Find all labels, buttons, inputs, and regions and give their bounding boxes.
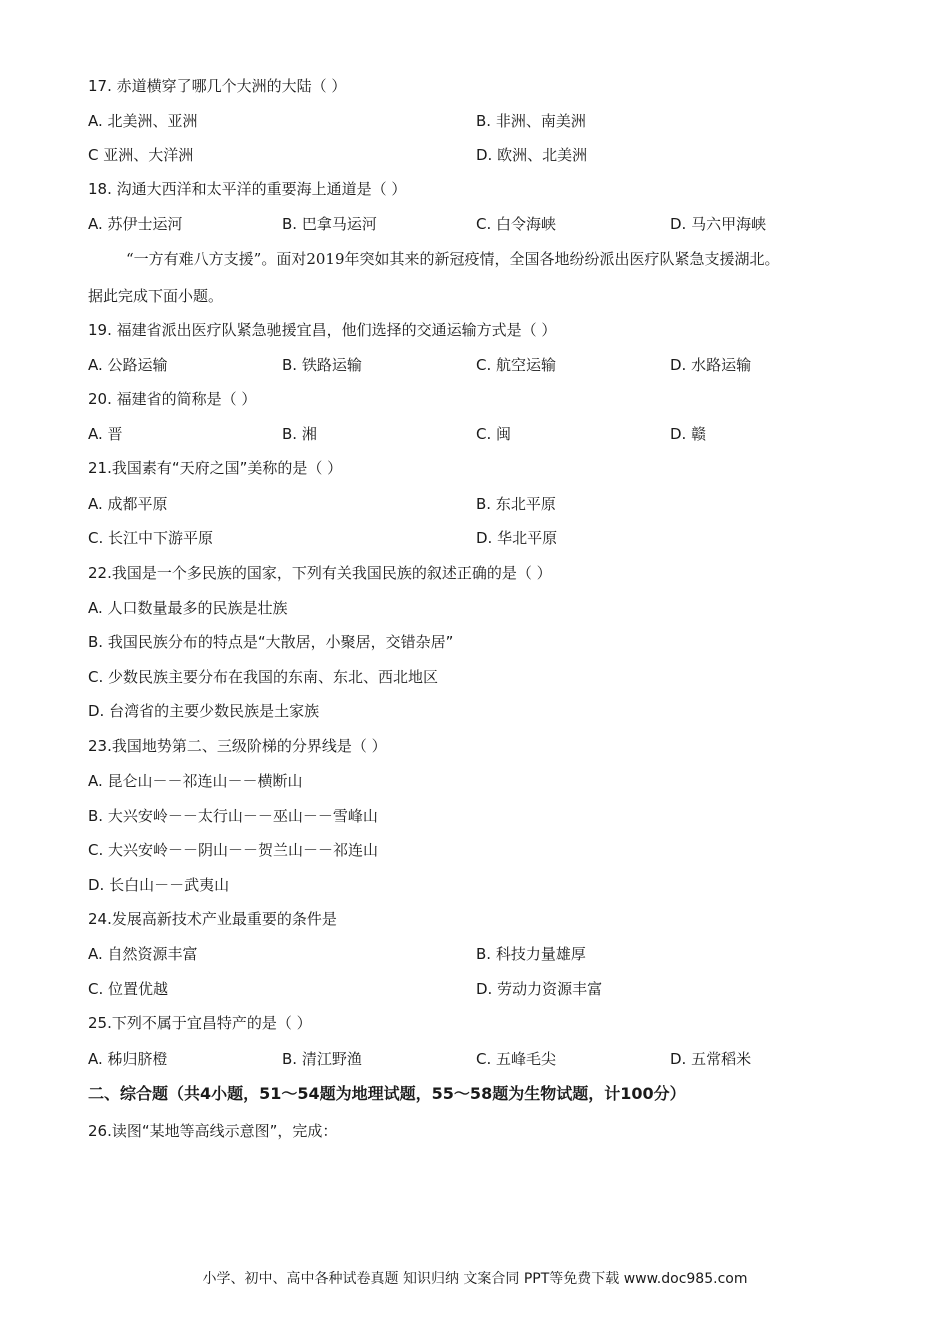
question-25-option-a: A. 秭归脐橙 <box>88 1050 168 1068</box>
question-17-option-c: C 亚洲、大洋洲 <box>88 146 194 164</box>
question-24-option-b: B. 科技力量雄厚 <box>476 945 586 963</box>
passage-line-1: “一方有难八方支援”。面对2019年突如其来的新冠疫情，全国各地纷纷派出医疗队紧急支援湖北。 <box>126 250 780 268</box>
question-26-stem: 26.读图“某地等高线示意图”，完成： <box>88 1122 338 1140</box>
question-25-option-d: D. 五常稻米 <box>670 1050 752 1068</box>
question-21-option-c: C. 长江中下游平原 <box>88 529 214 547</box>
question-22-option-b: B. 我国民族分布的特点是“大散居，小聚居，交错杂居” <box>88 633 454 651</box>
question-21-option-b: B. 东北平原 <box>476 495 556 513</box>
question-25-option-c: C. 五峰毛尖 <box>476 1050 557 1068</box>
section-2-title: 二、综合题（共4小题，51～54题为地理试题，55～58题为生物试题，计100分） <box>88 1084 686 1103</box>
question-22-option-c: C. 少数民族主要分布在我国的东南、东北、西北地区 <box>88 668 439 686</box>
question-17-option-a: A. 北美洲、亚洲 <box>88 112 198 130</box>
question-22-stem: 22.我国是一个多民族的国家，下列有关我国民族的叙述正确的是（ ） <box>88 564 552 582</box>
passage-line-2: 据此完成下面小题。 <box>88 287 224 305</box>
question-21-option-a: A. 成都平原 <box>88 495 168 513</box>
question-19-option-b: B. 铁路运输 <box>282 356 362 374</box>
question-24-stem: 24.发展高新技术产业最重要的条件是 <box>88 910 337 928</box>
question-19-option-a: A. 公路运输 <box>88 356 168 374</box>
question-21-stem: 21.我国素有“天府之国”美称的是（ ） <box>88 459 343 477</box>
question-24-option-d: D. 劳动力资源丰富 <box>476 980 603 998</box>
question-22-option-a: A. 人口数量最多的民族是壮族 <box>88 599 288 617</box>
question-19-stem: 19. 福建省派出医疗队紧急驰援宜昌，他们选择的交通运输方式是（ ） <box>88 321 557 339</box>
question-24-option-c: C. 位置优越 <box>88 980 169 998</box>
question-20-option-b: B. 湘 <box>282 425 317 443</box>
question-18-option-b: B. 巴拿马运河 <box>282 215 377 233</box>
question-17-stem: 17. 赤道横穿了哪几个大洲的大陆（ ） <box>88 77 347 95</box>
question-23-stem: 23.我国地势第二、三级阶梯的分界线是（ ） <box>88 737 387 755</box>
question-23-option-c: C. 大兴安岭－－阴山－－贺兰山－－祁连山 <box>88 841 379 859</box>
question-25-option-b: B. 清江野渔 <box>282 1050 362 1068</box>
question-23-option-a: A. 昆仑山－－祁连山－－横断山 <box>88 772 303 790</box>
question-17-option-b: B. 非洲、南美洲 <box>476 112 586 130</box>
question-18-option-a: A. 苏伊士运河 <box>88 215 183 233</box>
question-23-option-d: D. 长白山－－武夷山 <box>88 876 230 894</box>
question-20-stem: 20. 福建省的简称是（ ） <box>88 390 257 408</box>
question-20-option-a: A. 晋 <box>88 425 123 443</box>
question-20-option-d: D. 赣 <box>670 425 707 443</box>
page-footer: 小学、初中、高中各种试卷真题 知识归纳 文案合同 PPT等免费下载 www.doc985.com <box>202 1271 748 1287</box>
question-18-stem: 18. 沟通大西洋和太平洋的重要海上通道是（ ） <box>88 180 407 198</box>
question-19-option-c: C. 航空运输 <box>476 356 557 374</box>
question-19-option-d: D. 水路运输 <box>670 356 752 374</box>
question-18-option-d: D. 马六甲海峡 <box>670 215 767 233</box>
question-25-stem: 25.下列不属于宜昌特产的是（ ） <box>88 1014 312 1032</box>
question-23-option-b: B. 大兴安岭－－太行山－－巫山－－雪峰山 <box>88 807 378 825</box>
question-24-option-a: A. 自然资源丰富 <box>88 945 198 963</box>
question-21-option-d: D. 华北平原 <box>476 529 558 547</box>
question-18-option-c: C. 白令海峡 <box>476 215 557 233</box>
question-22-option-d: D. 台湾省的主要少数民族是土家族 <box>88 702 320 720</box>
question-17-option-d: D. 欧洲、北美洲 <box>476 146 588 164</box>
question-20-option-c: C. 闽 <box>476 425 512 443</box>
